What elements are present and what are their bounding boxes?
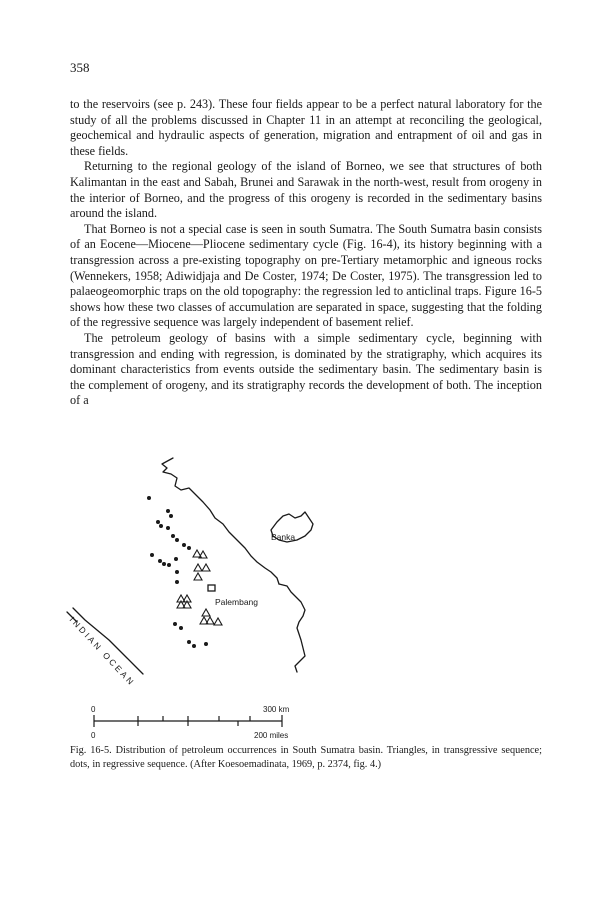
indian-ocean-label: INDIAN OCEAN: [67, 614, 138, 689]
regressive-dots: [147, 496, 208, 648]
occurrence-dot: [156, 520, 160, 524]
coastline-north: [162, 458, 279, 584]
occurrence-dot: [150, 553, 154, 557]
occurrence-dot: [175, 580, 179, 584]
banka-label: Banka: [271, 532, 296, 542]
occurrence-dot: [171, 534, 175, 538]
occurrence-dot: [159, 524, 163, 528]
occurrence-triangle: [214, 618, 222, 625]
occurrence-dot: [187, 640, 191, 644]
occurrence-dot: [175, 570, 179, 574]
paragraph-2: Returning to the regional geology of the island of Borneo, we see that structures of both Kalimantan in the east and Sabah, Brunei and Sarawak in the north-west, result from orogeny in the interior of Borneo, and the progress of this orogeny is recorded in the sedimentary basins around the island.: [70, 159, 542, 221]
coastline-east: [279, 584, 305, 672]
scale-zero-km: 0: [91, 705, 96, 714]
occurrence-dot: [182, 543, 186, 547]
scale-zero-miles: 0: [91, 731, 96, 740]
occurrence-dot: [192, 644, 196, 648]
occurrence-dot: [162, 562, 166, 566]
figure-16-5-map: [65, 452, 545, 742]
palembang-label: Palembang: [215, 597, 259, 607]
scale-300-km: 300 km: [263, 705, 290, 714]
occurrence-triangle: [194, 564, 202, 571]
occurrence-triangle: [194, 573, 202, 580]
occurrence-dot: [167, 563, 171, 567]
occurrence-dot: [173, 622, 177, 626]
figure-caption: Fig. 16-5. Distribution of petroleum occurrences in South Sumatra basin. Triangles, in transgressive sequence; dots, in regressive sequence. (After Koesoemadinata, 1969, p. 2374, fig. 4.): [70, 745, 542, 770]
scale-bar: [94, 715, 282, 727]
body-text: [70, 97, 542, 409]
occurrence-dot: [158, 559, 162, 563]
paragraph-3: That Borneo is not a special case is seen in south Sumatra. The South Sumatra basin consists of an Eocene—Miocene—Pliocene sedimentary cycle (Fig. 16-4), its history beginning with a transgression across a pre-existing topography on pre-Tertiary metamorphic and igneous rocks (Wennekers, 1958; Adiwidjaja and De Coster, 1974; De Coster, 1975). The transgression led to palaeogeomorphic traps on the old topography: the regression led to anticlinal traps. Figure 16-5 shows how these two classes of accumulation are separated in space, suggesting that the folding of the regressive sequence was largely independent of basement relief.: [70, 221, 542, 330]
occurrence-dot: [147, 496, 151, 500]
occurrence-dot: [187, 546, 191, 550]
occurrence-dot: [166, 526, 170, 530]
occurrence-triangle: [202, 564, 210, 571]
palembang-marker: [208, 585, 215, 591]
paragraph-4: The petroleum geology of basins with a simple sedimentary cycle, beginning with transgression and ending with regression, is dominated by the stratigraphy, which acquires its dominant characteristics from events outside the sedimentary basin. The sedimentary basin is the complement of orogeny, and its stratigraphy records the development of both. The inception of a: [70, 330, 542, 408]
occurrence-dot: [166, 509, 170, 513]
paragraph-1: to the reservoirs (see p. 243). These four fields appear to be a perfect natural laboratory for the study of all the problems discussed in Chapter 11 in an attempt at reconciling the geological, geochemical and hydraulic aspects of generation, migration and entrapment of oil and gas in these fields.: [70, 97, 542, 158]
occurrence-dot: [169, 514, 173, 518]
scale-200-miles: 200 miles: [254, 731, 289, 740]
occurrence-triangle: [206, 617, 214, 624]
occurrence-dot: [174, 557, 178, 561]
page-number: 358: [70, 60, 90, 75]
occurrence-triangle: [202, 609, 210, 616]
occurrence-dot: [175, 538, 179, 542]
occurrence-dot: [179, 626, 183, 630]
occurrence-dot: [204, 642, 208, 646]
